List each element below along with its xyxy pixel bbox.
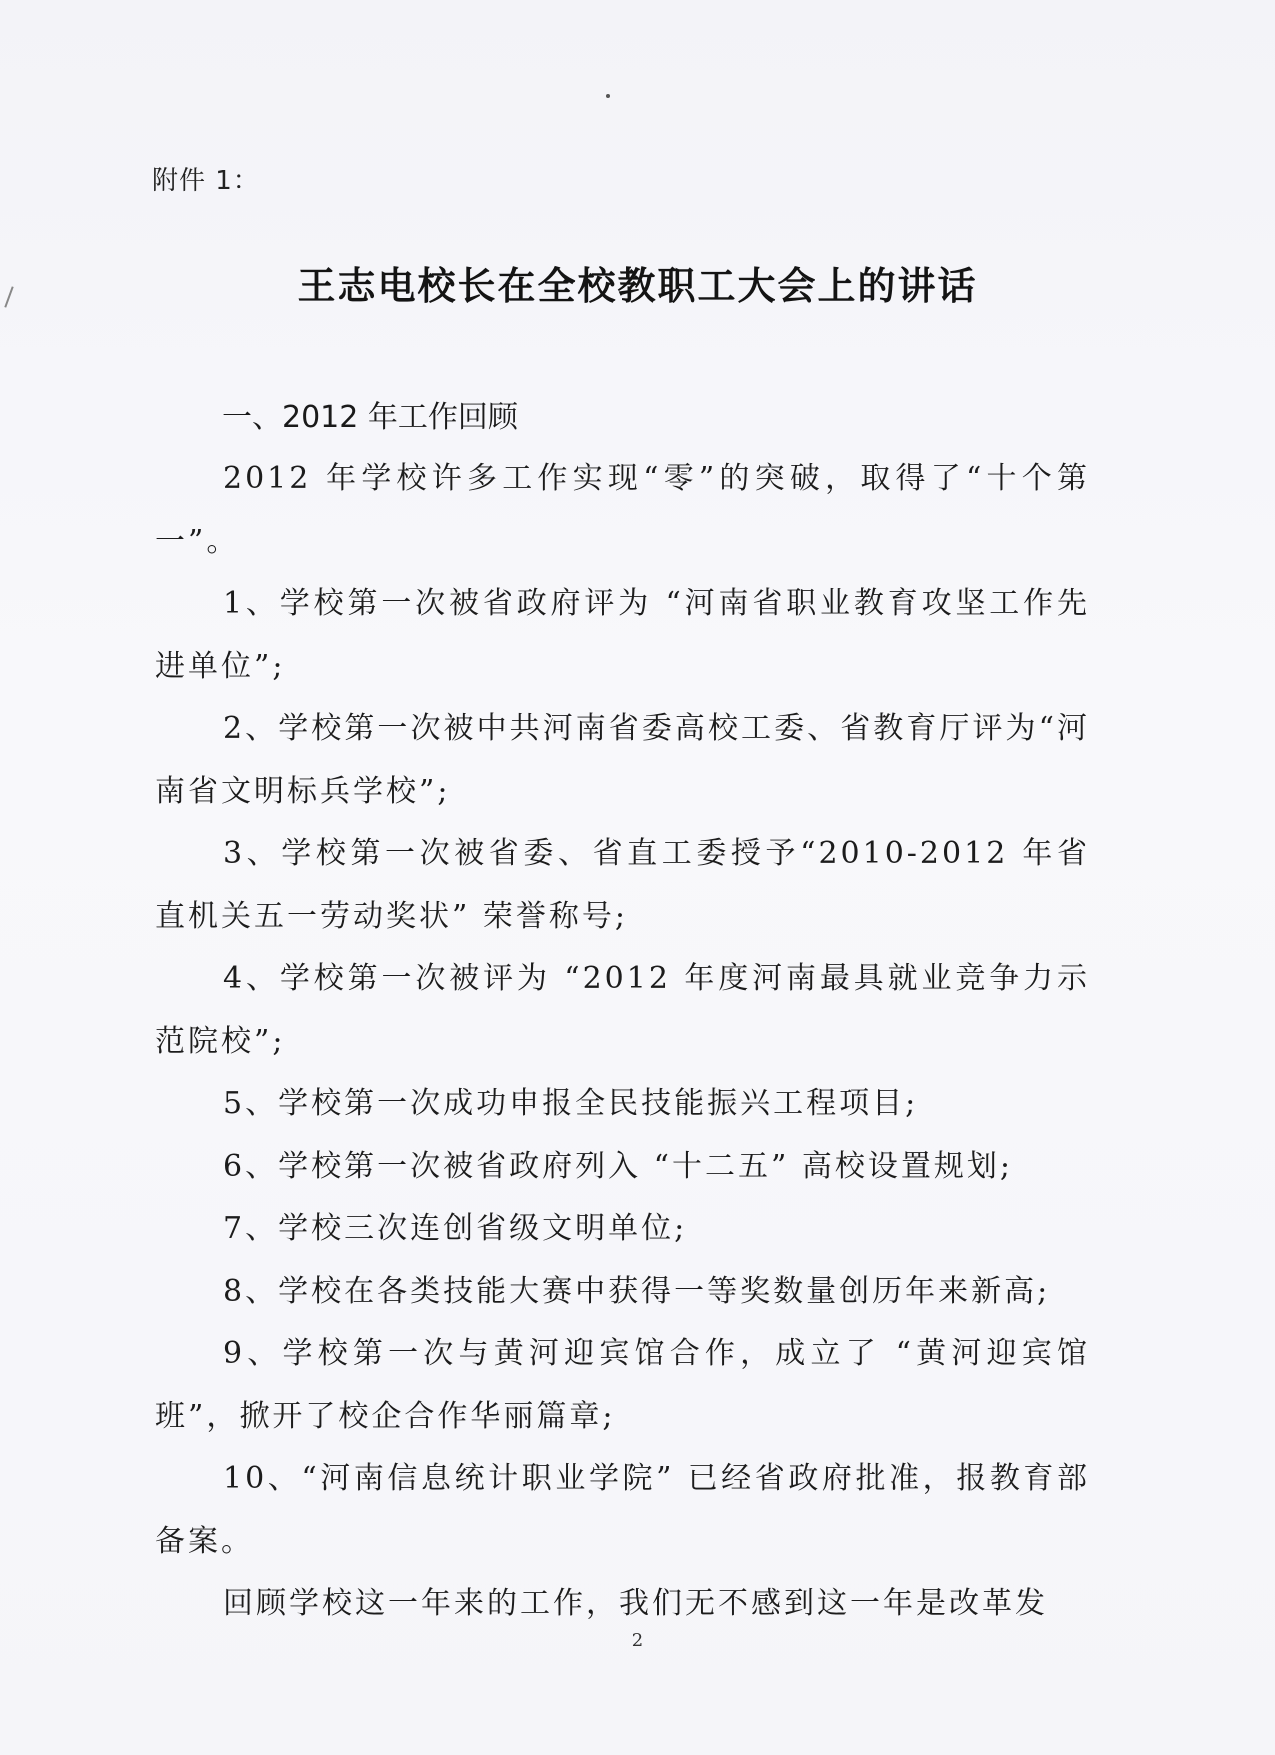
document-title: 王志电校长在全校教职工大会上的讲话 bbox=[297, 264, 978, 308]
paragraph-review: 回顾学校这一年来的工作，我们无不感到这一年是改革发 bbox=[223, 1586, 1048, 1621]
section-heading: 一、2012 年工作回顾 bbox=[222, 400, 518, 435]
attachment-label: 附件 1： bbox=[152, 166, 260, 196]
paragraph-item-10: 10、“河南信息统计职业学院” 已经省政府批准，报教育部备案。 bbox=[155, 1461, 1090, 1559]
paragraph-item-6: 6、学校第一次被省政府列入 “十二五” 高校设置规划; bbox=[223, 1148, 1013, 1184]
paragraph-item-8: 8、学校在各类技能大赛中获得一等奖数量创历年来新高; bbox=[223, 1273, 1051, 1309]
body-text bbox=[155, 448, 1090, 1636]
paragraph-item-7: 7、学校三次连创省级文明单位; bbox=[223, 1211, 688, 1246]
paragraph-item-1: 1、学校第一次被省政府评为 “河南省职业教育攻坚工作先进单位”; bbox=[155, 586, 1090, 684]
page-number: 2 bbox=[631, 1630, 644, 1651]
paragraph-item-3: 3、学校第一次被省委、省直工委授予“2010-2012 年省直机关五一劳动奖状” 荣誉称号; bbox=[155, 836, 1090, 934]
paragraph-item-9: 9、学校第一次与黄河迎宾馆合作，成立了 “黄河迎宾馆班”，掀开了校企合作华丽篇章; bbox=[155, 1336, 1090, 1434]
paragraph-item-4: 4、学校第一次被评为 “2012 年度河南最具就业竞争力示范院校”; bbox=[155, 961, 1090, 1059]
scan-speck bbox=[606, 94, 610, 98]
paragraph-intro: 2012 年学校许多工作实现“零”的突破，取得了“十个第一”。 bbox=[155, 461, 1090, 559]
paragraph-item-2: 2、学校第一次被中共河南省委高校工委、省教育厅评为“河南省文明标兵学校”; bbox=[155, 711, 1090, 809]
paragraph-item-5: 5、学校第一次成功申报全民技能振兴工程项目; bbox=[223, 1086, 919, 1121]
